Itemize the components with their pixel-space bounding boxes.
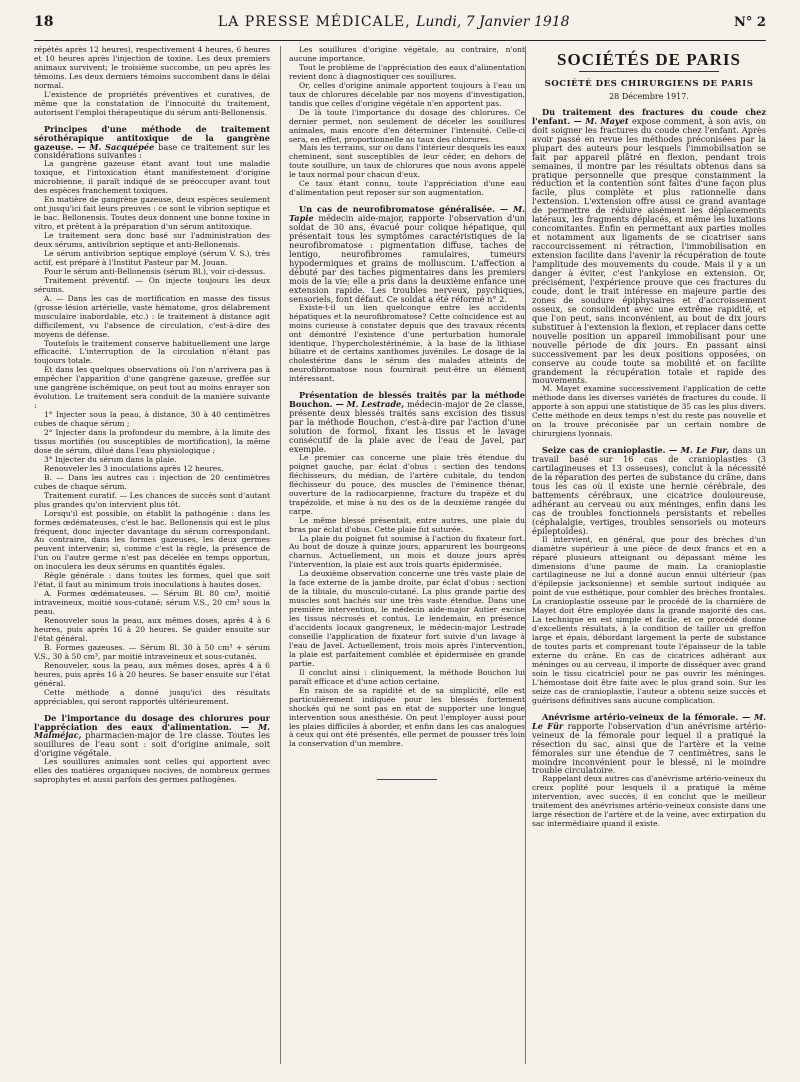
heading-lead: médecin-major de 2e classe, présente deux blessés traités sans excision des tissus par la méthode Bouchon, c'est-à-dire par l'action d'une solution de formol, fixant les tissus et le lavage consécutif de la plaie avec de l'eau de Javel, par exemple.	[289, 399, 526, 454]
heading-title: Principes d'une méthode de traitement sérothérapique antitoxique de la gangrène gazeuse.	[34, 123, 270, 152]
paragraph: Le premier cas concerne une plaie très étendue du poignet gauche, par éclat d'obus : section des tendons fléchisseurs, du médian, de l'artère cubitale, du tendon fléchisseur du pouce, des muscles de l'éminence thénar, ouverture de la radiocarpienne, fracture du trapèze et du trapézoïde, et mise à nu des os de la deuxième rangée du carpe.	[289, 452, 525, 516]
paragraph: En matière de gangrène gazeuse, deux espèces seulement ont jusqu'ici fait leurs preuves : ce sont le vibrion septique et le bac. Bellonensis. Toutes deux donnent une bonne toxine in vitro, et prêtent à la préparation d'un sérum antitoxique.	[34, 195, 270, 232]
heading-title: Un cas de neurofibromatose généralisée. —	[299, 204, 509, 215]
heading-lead: médecin aide-major, rapporte l'observation d'un soldat de 30 ans, évacué pour colique hépatique, qui présentait tous les symptômes caractéristiques de la neurofibromatose : pigmentation diffuse, taches de lentigo, neurofibromes ramulaires, tumeurs hypodermiques et grains de molluscum. L'affection a débuté par des taches pigmentaires dans les premiers mois de la vie; elle a pris dans la deuxième enfance une extension rapide. Les troubles nerveux, psychiques, sensoriels, font défaut. Ce soldat a été réformé n° 2.	[289, 213, 526, 304]
paragraph: Le même blessé présentait, entre autres, une plaie du bras par éclat d'obus. Cette plaie fut suturée.	[289, 515, 525, 534]
article-heading	[34, 714, 270, 759]
paragraph: 3° Injecter du sérum dans la plaie.	[44, 454, 177, 464]
article-end-rule	[377, 779, 437, 780]
paragraph: La deuxième observation concerne une très vaste plaie de la face externe de la jambe droite, par éclat d'obus : section de la tibiale, du musculo-cutané. La plus grande partie des muscles sont hachés sur une très vaste étendue. Dans une première intervention, le médecin aide-major Autier excise les tissus nécrosés et contus. Le lendemain, en présence d'accidents locaux gangreneux, le médecin-major Lestrade conseille l'application de fixateur fort suivie d'un lavage à l'eau de Javel. Actuellement, trois mois après l'intervention, la plaie est parfaitement comblée et épidermisée en grande partie.	[289, 569, 525, 668]
paragraph: Le sérum antivibrion septique employé (sérum V. S.), très actif, est préparé à l'Institut Pasteur par M. Jouan.	[34, 248, 270, 267]
heading-title: Présentation de blessés traités par la méthode Bouchon.	[289, 390, 525, 410]
heading-author: — M. Le Fur,	[669, 445, 729, 456]
article-heading	[532, 713, 766, 776]
heading-lead: pharmacien-major de 1re classe. Toutes les souillures de l'eau sont : soit d'origine animale, soit d'origine végétale.	[34, 730, 270, 759]
paragraph: En raison de sa rapidité et de sa simplicité, elle est particulièrement indiquée pour les blessés fortement shockés qui ne sont pas en état de supporter une longue intervention sous anesthésie. On peut l'employer aussi pour les plaies difficiles à aborder, et enfin dans les cas analogues à ceux qui ont été présentés, elle permet de pousser très loin la conservation d'un membre.	[289, 685, 525, 749]
heading-lead: rapporte l'observation d'un anévrisme artério-veineux de la fémorale pour lequel il a pratiqué la résection du sac, ainsi que de l'artère et la veine fémorales sur une étendue de 7 centimètres, sans le moindre inconvénient pour le blessé, ni le moindre trouble circulatoire.	[532, 720, 766, 776]
paragraph: Cette méthode a donné jusqu'ici des résultats appréciables, qui seront rapportés ultérieurement.	[34, 687, 270, 706]
heading-author: M. Tapie	[289, 204, 525, 224]
article-heading	[532, 446, 766, 536]
column-1	[34, 46, 270, 785]
paragraph: Tout le problème de l'appréciation des eaux d'alimentation revient donc à diagnostiquer ces souillures.	[289, 62, 525, 81]
paragraph: Il intervient, en général, que pour des brèches d'un diamètre supérieur à une pièce de deux francs et en a réparé plusieurs atteignant ou dépassant même les dimensions d'une paume de main. La cranioplastie cartilagineuse ne lui a donné aucun ennui ultérieur (pas d'épilepsie jacksonienne) et semble surtout indiquée au point de vue esthétique, pour combler des brèches frontales. La cranioplastie osseuse par le procédé de la charnière de Mayet doit être employée dans la grande majorité des cas. La technique en est simple et facile, et ce procédé donne d'excellents résultats, à la condition de tailler un greffon large et épais, débordant largement la perte de substance de toutes parts et comprenant toute l'épaisseur de la table externe du crâne. En cas de cicatrices adhérant aux méninges ou au cerveau, il importe de disséquer avec grand soin le tissu cicatriciel pour ne pas ouvrir les méninges. L'hémostase doit être faite avec le plus grand soin. Sur les seize cas de cranioplastie, l'auteur a obtenu seize succès et guérisons définitives sans aucune complication.	[532, 534, 766, 705]
column-3	[532, 46, 766, 829]
paragraph: Et dans les quelques observations où l'on n'arrivera pas à empêcher l'apparition d'une gangrène gazeuse, greffée sur une gangrène ischémique, on peut tout au moins enrayer son évolution. Le traitement sera conduit de la manière suivante :	[34, 365, 270, 411]
paragraph: Ce taux étant connu, toute l'appréciation d'une eau d'alimentation peut reposer sur son augmentation.	[289, 179, 525, 198]
paragraph: Rappelant deux autres cas d'anévrisme artério-veineux du creux poplité pour lesquels il a pratiqué la même intervention, avec succès, il en conclut que le meilleur traitement des anévrismes artério-veineux consiste dans une large résection de l'artère et de la veine, avec extirpation du sac intermédiaire quand il existe.	[532, 774, 766, 829]
heading-lead: expose comment, à son avis, on doit soigner les fractures du coude chez l'enfant. Après avoir passé en revue les méthodes préconisées par la plupart des auteurs pour lesquels l'immobilisation se fait par appareil plâtré en flexion, pendant trois semaines, il montre par les résultats obtenus dans sa pratique personnelle que presque constamment la réduction et la contention sont faites d'une façon plus facile, plus complète et plus rationnelle dans l'extension. L'extension offre aussi ce grand avantage de permettre de réduire aisément les déplacements latéraux, les fragments déplacés, et même les luxations concomitantes. Enfin en permettant aux parties molles et notamment aux ligaments de se cicatriser sans raccourcissement ni rétraction, l'immobilisation en extension facilite dans l'avenir la récupération de toute l'amplitude des mouvements du coude. Mais il y a un danger à éviter, c'est l'ankylose en extension. Or, précisément, l'expérience prouve que ces fractures du coude, dont le trait intéresse en majeure partie des zones de soudure épiphysaires et d'accroissement osseux, se consolident avec une extrême rapidité, et que l'on peut, sans inconvénient, au bout de dix jours substituer à l'extension la flexion, et replacer dans cette nouvelle position un appareil immobilisant pour une nouvelle période de dix jours. En passant ainsi successivement par les deux positions opposées, on conserve au coude toute sa mobilité et on facilite grandement la récupération totale et rapide des mouvements.	[532, 115, 766, 386]
paragraph: B. Formes gazeuses. — Sérum Bl. 30 à 50 cm³ + sérum V.S., 30 à 50 cm³, par moitié intraveineux et sous-cutanés.	[34, 642, 270, 661]
paragraph: Mais les terrains, sur ou dans l'intérieur desquels les eaux cheminent, sont susceptibles de leur céder, en dehors de toute souillure, un taux de chlorures que nous avons appelé le taux normal pour chacun d'eux.	[289, 143, 525, 180]
paragraph: répétés après 12 heures), respectivement 4 heures, 6 heures et 10 heures après l'injection de toxine. Les deux premiers animaux survivent; le troisième succombe, un peu après les témoins. Les deux derniers témoins succombent dans le délai normal.	[34, 45, 270, 90]
society-name: SOCIÉTÉ DES CHIRURGIENS DE PARIS	[544, 78, 754, 89]
heading-author: M. Sacquépée	[89, 141, 155, 152]
session-date: 28 Décembre 1917.	[609, 91, 689, 101]
page-number: 18	[34, 14, 54, 30]
journal-title: LA PRESSE MÉDICALE,	[217, 14, 411, 30]
paragraph: Renouveler, sous la peau, aux mêmes doses, après 4 à 6 heures, puis après 16 à 20 heures. Se baser ensuite sur l'état général.	[34, 660, 270, 688]
paragraph: La gangrène gazeuse étant avant tout une maladie toxique, et l'intoxication étant manifestement d'origine microbienne, il paraît indiqué de se préoccuper avant tout des espèces franchement toxiques.	[34, 159, 270, 196]
heading-author: — M. Mayet	[573, 115, 629, 126]
column-divider	[525, 46, 526, 1064]
journal-masthead	[218, 14, 570, 30]
paragraph: B. — Dans les autres cas : injection de 20 centimètres cubes de chaque sérum.	[34, 472, 270, 491]
paragraph: 2° Injecter dans la profondeur du membre, à la limite des tissus mortifiés (ou susceptibles de mortification), la même dose de sérum, dilué dans l'eau physiologique ;	[34, 428, 270, 455]
article-heading: Principes d'une méthode de traitement sérothérapique antitoxique de la gangrène gazeuse. — M. Sacquépée base ce traitement sur les considérations suivantes :	[34, 123, 271, 161]
paragraph: Renouveler sous la peau, aux mêmes doses, après 4 à 6 heures, puis après 16 à 20 heures. Se guider ensuite sur l'état général.	[34, 616, 270, 643]
paragraph: Le traitement sera donc basé sur l'administration des deux sérums, antivibrion septique et anti-Bellonensis.	[34, 231, 270, 250]
paragraph: Or, celles d'origine animale apportent toujours à l'eau un taux de chlorures décelable par nos moyens d'investigation, tandis que celles d'origine végétale n'en apportent pas.	[289, 80, 525, 108]
paragraph: Traitement curatif. — Les chances de succès sont d'autant plus grandes qu'on intervient plus tôt.	[34, 490, 270, 509]
issue-date: Lundi, 7 Janvier 1918	[416, 14, 570, 30]
paragraph: L'existence de propriétés préventives et curatives, de même que la constatation de l'innocuité du traitement, autorisent l'emploi thérapeutique du sérum anti-Bellonensis.	[34, 89, 270, 117]
article-heading	[289, 205, 525, 303]
heading-title: Seize cas de cranioplastie.	[542, 445, 666, 456]
paragraph: Renouveler les 3 inoculations après 12 heures.	[44, 463, 224, 473]
heading-title: Du traitement des fractures du coude chez l'enfant.	[532, 106, 766, 126]
paragraph: Lorsqu'il est possible, on établit la pathogénie : dans les formes œdémateuses, c'est le bac. Bellonensis qui est le plus fréquent, donc injecter davantage du sérum correspondant. Au contraire, dans les formes gazeuses, les deux germes peuvent intervenir; si, comme c'est la règle, la présence de l'un ou l'autre germe n'est pas décelée en temps opportun, on inoculera les deux sérums en quantités égales.	[34, 508, 270, 572]
paragraph: A. Formes œdémateuses. — Sérum Bl. 80 cm³, moitié intraveineux, moitié sous-cutané; sérum V.S., 20 cm³ sous la peau.	[34, 589, 270, 617]
paragraph: Les souillures animales sont celles qui apportent avec elles des matières organiques nocives, de nombreux germes saprophytes et aussi parfois des germes pathogènes.	[34, 757, 270, 785]
heading-author: — M. Le Für	[532, 711, 767, 731]
paragraph: Existe-t-il un lien quelconque entre les accidents hépatiques et la neurofibromatose? Cette coïncidence est au moins curieuse à constater depuis que des travaux récents ont démontré l'existence d'une perturbation humorale identique, l'hypercholestérinémie, à la base de la lithiase biliaire et de certains xanthomes juvéniles. Le dosage de la cholestérine dans le sérum des malades atteints de neurofibromatose nous fournirait peut-être un élément intéressant.	[289, 302, 525, 384]
paragraph: Les souillures d'origine végétale, au contraire, n'ont aucune importance.	[289, 45, 525, 63]
section-title-rule	[579, 71, 719, 72]
paragraph: 1° Injecter sous la peau, à distance, 30 à 40 centimètres cubes de chaque sérum ;	[34, 410, 270, 429]
column-divider	[280, 46, 281, 1064]
heading-title: De l'importance du dosage des chlorures pour l'appréciation des eaux d'alimentation.	[34, 712, 270, 732]
heading-author: — M. Lestrade,	[335, 399, 405, 410]
paragraph: Pour le sérum anti-Bellonensis (sérum Bl.), voir ci-dessus.	[44, 266, 266, 276]
heading-lead: base ce traitement sur les considérations suivantes :	[34, 141, 271, 161]
paragraph: A. — Dans les cas de mortification en masse des tissus (grosse lésion artérielle, vaste hématome, gros délabrement musculaire inabordable, etc.) : le traitement à distance agit difficilement, vu l'absence de circulation, c'est-à-dire des moyens de défense.	[34, 293, 270, 339]
section-title: SOCIÉTÉS DE PARIS	[557, 50, 741, 69]
paragraph: Il conclut ainsi : cliniquement, la méthode Bouchon lui paraît efficace et d'une action certaine.	[289, 667, 525, 686]
heading-lead: dans un travail basé sur 16 cas de cranioplasties (3 cartilagineuses et 13 osseuses), conclut à la nécessité de la réparation des pertes de substance du crâne, dans tous les cas où il existe une hernie cérébrale, des battements cérébraux, une cicatrice douloureuse, adhérant au cerveau ou aux méninges, enfin dans les cas de troubles fonctionnels persistants et rebelles (céphalalgie, vertiges, troubles sensoriels ou moteurs épileptoïdes).	[532, 445, 766, 536]
heading-title: Anévrisme artério-veineux de la fémorale.	[542, 711, 739, 722]
header-rule	[34, 40, 766, 41]
paragraph: Règle générale : dans toutes les formes, quel que soit l'état, il faut au minimum trois inoculations à hautes doses.	[34, 571, 270, 590]
page-header	[34, 14, 766, 38]
paragraph: La plaie du poignet fut soumise à l'action du fixateur fort. Au bout de douze à quinze jours, apparurent les bourgeons charnus. Actuellement, un mois et douze jours après l'intervention, la plaie est aux trois quarts épidermisée.	[289, 533, 525, 570]
issue-number: N° 2	[734, 15, 766, 30]
article-heading	[532, 108, 766, 386]
article-heading	[289, 391, 525, 454]
paragraph: Traitement préventif. — On injecte toujours les deux sérums.	[34, 275, 270, 294]
paragraph: De là toute l'importance du dosage des chlorures. Ce dernier permet, non seulement de déceler les souillures animales, mais encore d'en déterminer l'intensité. Celle-ci sera, en effet, proportionnelle au taux des chlorures.	[289, 107, 525, 144]
column-2	[289, 46, 525, 780]
heading-author: — M. Malméjac,	[34, 721, 271, 741]
paragraph: M. Mayet examine successivement l'application de cette méthode dans les diverses variétés de fractures du coude. Il apporte à son appui une statistique de 35 cas les plus divers. Cette méthode en deux temps n'est du reste pas nouvelle et on la trouve préconisée par un certain nombre de chirurgiens lyonnais.	[532, 384, 767, 439]
paragraph: Toutefois le traitement conserve habituellement une large efficacité. L'interruption de la circulation n'étant pas toujours totale.	[34, 338, 270, 366]
